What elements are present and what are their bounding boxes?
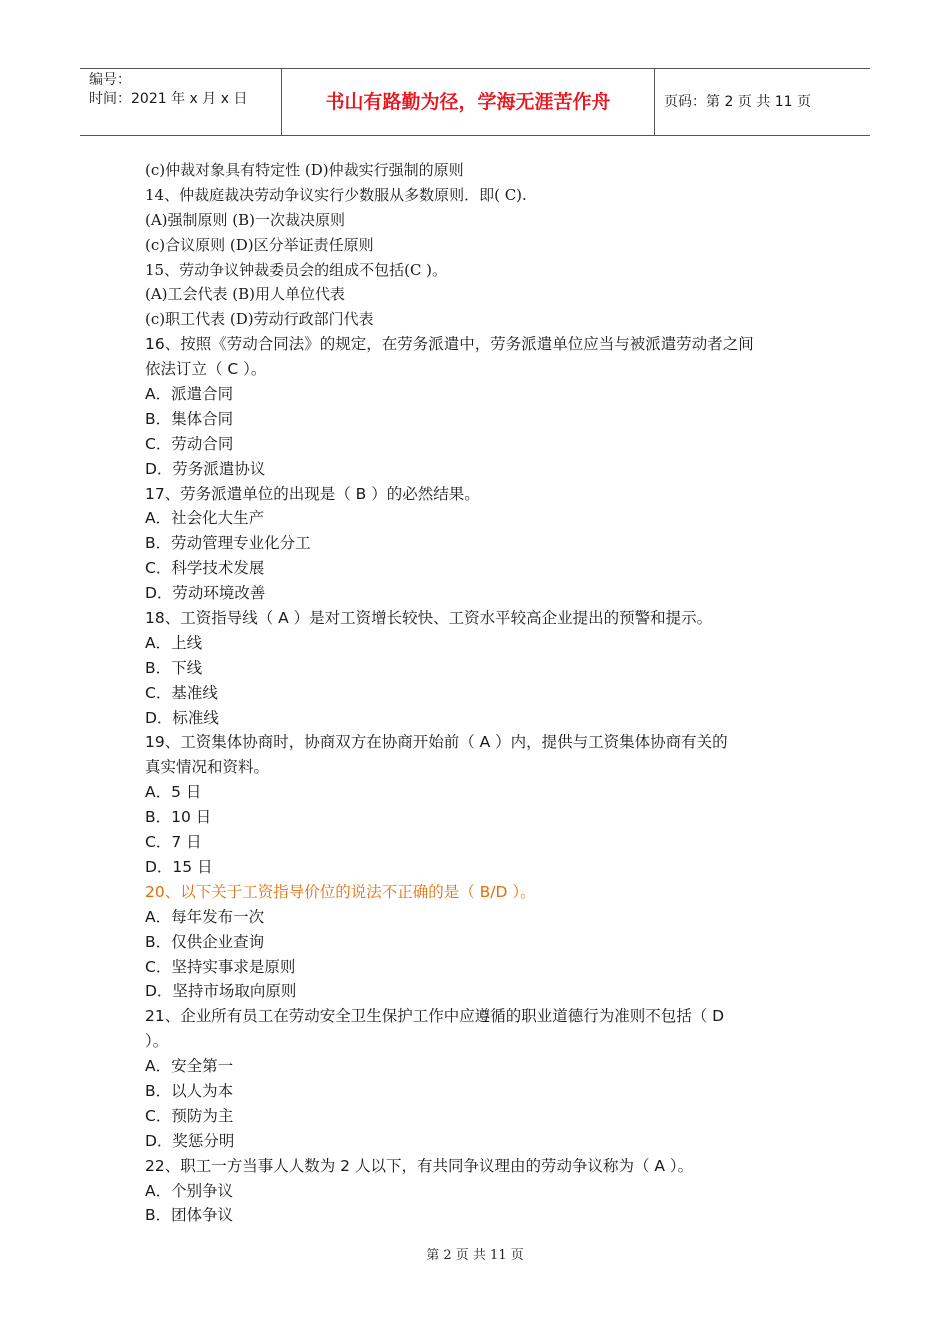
option-line: D．奖惩分明	[145, 1131, 235, 1150]
question-line: 16、按照《劳动合同法》的规定，在劳务派遣中，劳务派遣单位应当与被派遣劳动者之间	[145, 335, 754, 354]
page-footer: 第 2 页 共 11 页	[426, 1248, 524, 1263]
option-line: B．劳动管理专业化分工	[145, 534, 311, 553]
text-line: (A)工会代表 (B)用人单位代表	[145, 285, 346, 304]
option-line: A．5 日	[145, 783, 202, 802]
option-line: A．个别争议	[145, 1181, 234, 1200]
page-header	[80, 68, 870, 136]
option-line: D．劳动环境改善	[145, 584, 266, 603]
option-line: C．7 日	[145, 833, 202, 852]
option-line: A．安全第一	[145, 1057, 234, 1076]
option-line: A．社会化大生产	[145, 509, 265, 528]
document-body	[145, 158, 825, 1228]
option-line: C．基准线	[145, 683, 218, 702]
option-line: D．劳务派遣协议	[145, 459, 266, 478]
option-line: C．劳动合同	[145, 434, 234, 453]
question-line: ）。	[145, 1032, 169, 1051]
question-line: 21、企业所有员工在劳动安全卫生保护工作中应遵循的职业道德行为准则不包括（ D	[145, 1007, 725, 1026]
text-line: (A)强制原则 (B)一次裁决原则	[145, 210, 346, 229]
question-line: 22、职工一方当事人人数为 2 人以下，有共同争议理由的劳动争议称为（ A ）。	[145, 1156, 694, 1175]
question-line: 真实情况和资料。	[145, 758, 270, 777]
option-line: B．仅供企业查询	[145, 932, 265, 951]
text-line: (c)合议原则 (D)区分举证责任原则	[145, 235, 374, 254]
highlighted-question-line: 20、以下关于工资指导价位的说法不正确的是（ B/D ）。	[145, 882, 536, 901]
option-line: B．团体争议	[145, 1206, 234, 1225]
option-line: C．科学技术发展	[145, 559, 265, 578]
header-meta-cell	[80, 69, 282, 135]
option-line: D．15 日	[145, 857, 213, 876]
text-line: (c)职工代表 (D)劳动行政部门代表	[145, 310, 374, 329]
header-page-cell	[655, 69, 870, 135]
option-line: C．预防为主	[145, 1106, 234, 1125]
option-line: B．10 日	[145, 808, 212, 827]
option-line: D．坚持市场取向原则	[145, 982, 297, 1001]
option-line: D．标准线	[145, 708, 219, 727]
header-motto-cell	[282, 69, 655, 135]
question-line: 15、劳动争议钟裁委员会的组成不包括(C )。	[145, 260, 448, 279]
question-line: 14、仲裁庭裁决劳动争议实行少数服从多数原则．即( C).	[145, 185, 527, 204]
option-line: C．坚持实事求是原则	[145, 957, 296, 976]
header-motto: 书山有路勤为径，学海无涯苦作舟	[325, 91, 611, 113]
option-line: A．每年发布一次	[145, 907, 265, 926]
document-date-label: 时间：2021 年 x 月 x 日	[89, 91, 248, 107]
header-page-info: 页码：第 2 页 共 11 页	[664, 94, 811, 110]
option-line: B．下线	[145, 658, 203, 677]
question-line: 19、工资集体协商时，协商双方在协商开始前（ A ）内，提供与工资集体协商有关的	[145, 733, 728, 752]
text-line: (c)仲裁对象具有特定性 (D)仲裁实行强制的原则	[145, 161, 464, 179]
document-number-label: 编号：	[89, 72, 131, 88]
question-line: 17、劳务派遣单位的出现是（ B ）的必然结果。	[145, 484, 480, 503]
option-line: A．派遣合同	[145, 385, 234, 404]
question-line: 依法订立（ C ）。	[145, 360, 267, 379]
question-line: 18、工资指导线（ A ）是对工资增长较快、工资水平较高企业提出的预警和提示。	[145, 609, 713, 628]
option-line: A．上线	[145, 633, 203, 652]
option-line: B．以人为本	[145, 1081, 234, 1100]
option-line: B．集体合同	[145, 409, 234, 428]
